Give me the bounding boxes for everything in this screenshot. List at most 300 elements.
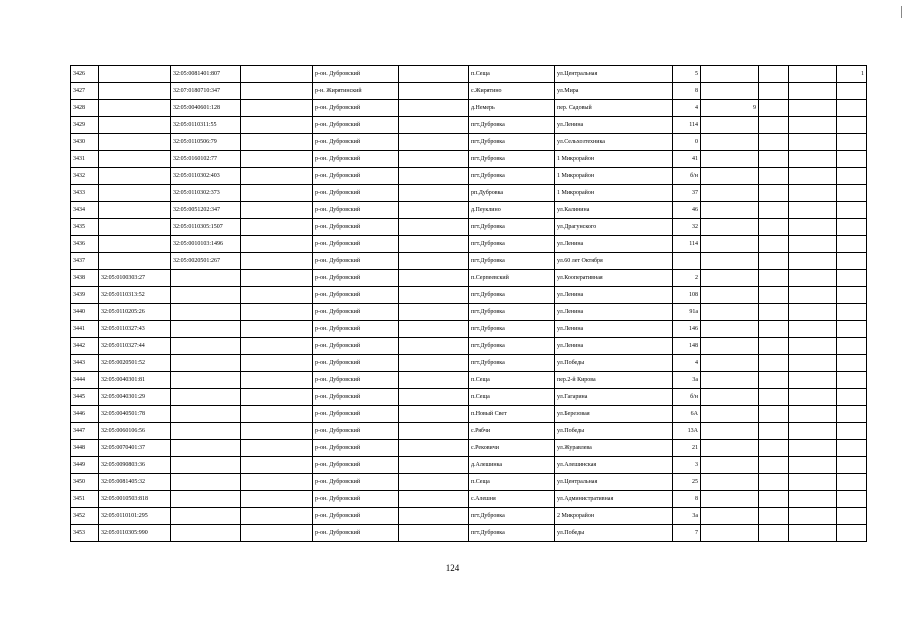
empty-cell xyxy=(399,202,469,219)
cadastral-number-cell: 32:05:0100303:27 xyxy=(99,270,171,287)
row-index-cell: 3428 xyxy=(71,100,99,117)
extra-cell xyxy=(701,508,759,525)
cadastral-number-cell xyxy=(99,83,171,100)
cadastral-number-alt-cell: 32:07:0180710:347 xyxy=(171,83,241,100)
empty-cell xyxy=(241,406,313,423)
table-row xyxy=(71,474,867,491)
table-row xyxy=(71,355,867,372)
empty-cell xyxy=(241,66,313,83)
table-row xyxy=(71,304,867,321)
empty-cell xyxy=(241,253,313,270)
table-row xyxy=(71,134,867,151)
district-cell: р-он. Дубровский xyxy=(313,491,399,508)
cadastral-number-alt-cell xyxy=(171,525,241,542)
extra-cell xyxy=(789,100,837,117)
district-cell: р-он. Дубровский xyxy=(313,440,399,457)
extra-cell xyxy=(837,389,867,406)
district-cell: р-он. Дубровский xyxy=(313,525,399,542)
row-index-cell: 3450 xyxy=(71,474,99,491)
extra-cell xyxy=(837,355,867,372)
table-row xyxy=(71,525,867,542)
table-row xyxy=(71,491,867,508)
extra-cell xyxy=(789,525,837,542)
extra-cell xyxy=(789,134,837,151)
row-index-cell: 3443 xyxy=(71,355,99,372)
extra-cell xyxy=(789,338,837,355)
settlement-cell: пгт.Дубровка xyxy=(469,508,555,525)
cadastral-number-cell: 32:05:0110313:52 xyxy=(99,287,171,304)
settlement-cell: п.Сеща xyxy=(469,372,555,389)
row-index-cell: 3438 xyxy=(71,270,99,287)
cadastral-number-alt-cell xyxy=(171,508,241,525)
house-number-cell: 0 xyxy=(673,134,701,151)
extra-cell xyxy=(701,406,759,423)
extra-cell xyxy=(759,236,789,253)
extra-cell xyxy=(759,321,789,338)
settlement-cell: пгт.Дубровка xyxy=(469,304,555,321)
extra-cell xyxy=(789,389,837,406)
empty-cell xyxy=(399,321,469,338)
street-cell: ул.Ленина xyxy=(555,338,673,355)
district-cell: р-он. Дубровский xyxy=(313,355,399,372)
extra-cell xyxy=(789,355,837,372)
extra-cell xyxy=(759,151,789,168)
empty-cell xyxy=(399,406,469,423)
cadastral-number-alt-cell xyxy=(171,491,241,508)
house-number-cell: 91а xyxy=(673,304,701,321)
extra-cell xyxy=(789,372,837,389)
cadastral-number-alt-cell xyxy=(171,440,241,457)
row-index-cell: 3431 xyxy=(71,151,99,168)
table-row xyxy=(71,100,867,117)
row-index-cell: 3441 xyxy=(71,321,99,338)
house-number-cell: 32 xyxy=(673,219,701,236)
cadastral-number-cell: 32:05:0110101:295 xyxy=(99,508,171,525)
extra-cell xyxy=(789,474,837,491)
settlement-cell: с.Алешня xyxy=(469,491,555,508)
extra-cell xyxy=(701,83,759,100)
empty-cell xyxy=(241,202,313,219)
cadastral-number-cell: 32:05:0070401:37 xyxy=(99,440,171,457)
settlement-cell: д.Алешинка xyxy=(469,457,555,474)
extra-cell xyxy=(837,83,867,100)
extra-cell xyxy=(789,151,837,168)
extra-cell xyxy=(837,236,867,253)
street-cell: ул.Ленина xyxy=(555,304,673,321)
row-index-cell: 3437 xyxy=(71,253,99,270)
settlement-cell: п.Серпеевский xyxy=(469,270,555,287)
cadastral-number-cell: 32:05:0110205:26 xyxy=(99,304,171,321)
cadastral-number-alt-cell: 32:05:0040601:128 xyxy=(171,100,241,117)
table-row xyxy=(71,406,867,423)
extra-cell xyxy=(701,253,759,270)
empty-cell xyxy=(241,389,313,406)
empty-cell xyxy=(399,134,469,151)
row-index-cell: 3434 xyxy=(71,202,99,219)
cadastral-number-alt-cell: 32:05:0020501:267 xyxy=(171,253,241,270)
empty-cell xyxy=(241,100,313,117)
house-number-cell: 148 xyxy=(673,338,701,355)
street-cell: ул.Победы xyxy=(555,525,673,542)
street-cell: ул.Кооперативная xyxy=(555,270,673,287)
row-index-cell: 3446 xyxy=(71,406,99,423)
extra-cell xyxy=(759,270,789,287)
cadastral-number-alt-cell xyxy=(171,304,241,321)
street-cell: ул.60 лет Октября xyxy=(555,253,673,270)
extra-cell xyxy=(789,219,837,236)
extra-cell xyxy=(759,406,789,423)
settlement-cell: пгт.Дубровка xyxy=(469,151,555,168)
extra-cell xyxy=(837,253,867,270)
extra-cell xyxy=(759,287,789,304)
cadastral-number-cell xyxy=(99,236,171,253)
empty-cell xyxy=(399,151,469,168)
district-cell: р-он. Дубровский xyxy=(313,100,399,117)
house-number-cell: 8 xyxy=(673,83,701,100)
empty-cell xyxy=(241,304,313,321)
extra-cell xyxy=(837,338,867,355)
cadastral-number-cell xyxy=(99,202,171,219)
extra-cell xyxy=(837,151,867,168)
empty-cell xyxy=(241,440,313,457)
extra-cell xyxy=(789,202,837,219)
settlement-cell: с.Рябчи xyxy=(469,423,555,440)
settlement-cell: д.Немерь xyxy=(469,100,555,117)
empty-cell xyxy=(241,491,313,508)
empty-cell xyxy=(399,474,469,491)
street-cell: ул.Административная xyxy=(555,491,673,508)
house-number-cell: б/н xyxy=(673,389,701,406)
extra-cell xyxy=(837,219,867,236)
table-row xyxy=(71,219,867,236)
street-cell: ул.Калинина xyxy=(555,202,673,219)
district-cell: р-он. Дубровский xyxy=(313,508,399,525)
extra-cell xyxy=(759,219,789,236)
district-cell: р-он. Дубровский xyxy=(313,151,399,168)
extra-cell xyxy=(759,100,789,117)
empty-cell xyxy=(241,508,313,525)
table-row xyxy=(71,168,867,185)
table-row xyxy=(71,253,867,270)
cadastral-number-cell: 32:05:0010503:818 xyxy=(99,491,171,508)
empty-cell xyxy=(399,236,469,253)
row-index-cell: 3449 xyxy=(71,457,99,474)
table-row xyxy=(71,270,867,287)
extra-cell xyxy=(759,440,789,457)
empty-cell xyxy=(241,151,313,168)
street-cell: ул.Алешинская xyxy=(555,457,673,474)
registry-table-body xyxy=(71,66,867,542)
settlement-cell: с.Жирятино xyxy=(469,83,555,100)
empty-cell xyxy=(399,66,469,83)
district-cell: р-он. Дубровский xyxy=(313,253,399,270)
extra-cell xyxy=(759,508,789,525)
extra-cell xyxy=(837,457,867,474)
empty-cell xyxy=(399,270,469,287)
empty-cell xyxy=(399,355,469,372)
empty-cell xyxy=(399,423,469,440)
row-index-cell: 3453 xyxy=(71,525,99,542)
cadastral-number-alt-cell: 32:05:0081401:807 xyxy=(171,66,241,83)
cadastral-number-cell: 32:05:0060106:56 xyxy=(99,423,171,440)
street-cell: ул.Ленина xyxy=(555,117,673,134)
house-number-cell xyxy=(673,253,701,270)
extra-cell xyxy=(701,287,759,304)
extra-cell xyxy=(759,525,789,542)
extra-cell xyxy=(789,236,837,253)
extra-cell xyxy=(701,423,759,440)
house-number-cell: 8 xyxy=(673,491,701,508)
row-index-cell: 3442 xyxy=(71,338,99,355)
empty-cell xyxy=(241,372,313,389)
table-row xyxy=(71,338,867,355)
cadastral-number-alt-cell xyxy=(171,287,241,304)
extra-cell xyxy=(701,185,759,202)
empty-cell xyxy=(399,117,469,134)
extra-cell xyxy=(759,304,789,321)
extra-cell xyxy=(701,219,759,236)
district-cell: р-он. Дубровский xyxy=(313,474,399,491)
extra-cell xyxy=(701,440,759,457)
settlement-cell: пгт.Дубровка xyxy=(469,134,555,151)
extra-cell xyxy=(701,389,759,406)
cadastral-number-alt-cell xyxy=(171,389,241,406)
street-cell: 1 Микрорайон xyxy=(555,151,673,168)
district-cell: р-он. Дубровский xyxy=(313,304,399,321)
table-row xyxy=(71,423,867,440)
extra-cell xyxy=(759,117,789,134)
table-row xyxy=(71,389,867,406)
extra-cell xyxy=(701,304,759,321)
extra-cell xyxy=(837,423,867,440)
district-cell: р-он. Дубровский xyxy=(313,321,399,338)
district-cell: р-он. Дубровский xyxy=(313,117,399,134)
cadastral-number-cell xyxy=(99,168,171,185)
extra-cell xyxy=(837,372,867,389)
extra-cell xyxy=(789,406,837,423)
district-cell: р-н. Жирятинский xyxy=(313,83,399,100)
district-cell: р-он. Дубровский xyxy=(313,457,399,474)
table-row xyxy=(71,440,867,457)
house-number-cell: 2 xyxy=(673,270,701,287)
settlement-cell: пгт.Дубровка xyxy=(469,219,555,236)
extra-cell xyxy=(701,457,759,474)
district-cell: р-он. Дубровский xyxy=(313,406,399,423)
house-number-cell: 108 xyxy=(673,287,701,304)
cadastral-number-cell xyxy=(99,134,171,151)
cadastral-number-alt-cell xyxy=(171,457,241,474)
district-cell: р-он. Дубровский xyxy=(313,236,399,253)
cadastral-number-cell: 32:05:0110305:990 xyxy=(99,525,171,542)
cadastral-number-alt-cell xyxy=(171,474,241,491)
cadastral-number-cell xyxy=(99,66,171,83)
table-row xyxy=(71,185,867,202)
street-cell: ул.Журавлева xyxy=(555,440,673,457)
street-cell: ул.Мира xyxy=(555,83,673,100)
cadastral-number-alt-cell: 32:05:0110311:55 xyxy=(171,117,241,134)
table-row xyxy=(71,202,867,219)
empty-cell xyxy=(241,355,313,372)
row-index-cell: 3445 xyxy=(71,389,99,406)
settlement-cell: пгт.Дубровка xyxy=(469,321,555,338)
house-number-cell: 4 xyxy=(673,355,701,372)
extra-cell xyxy=(701,117,759,134)
extra-cell xyxy=(701,491,759,508)
row-index-cell: 3429 xyxy=(71,117,99,134)
empty-cell xyxy=(399,168,469,185)
table-row xyxy=(71,372,867,389)
table-row xyxy=(71,66,867,83)
empty-cell xyxy=(241,185,313,202)
extra-cell xyxy=(701,355,759,372)
empty-cell xyxy=(399,253,469,270)
cadastral-number-alt-cell: 32:05:0010103:1496 xyxy=(171,236,241,253)
cadastral-number-alt-cell: 32:05:0110302:403 xyxy=(171,168,241,185)
cadastral-number-cell: 32:05:0090803:36 xyxy=(99,457,171,474)
settlement-cell: п.Сеща xyxy=(469,474,555,491)
district-cell: р-он. Дубровский xyxy=(313,168,399,185)
extra-cell xyxy=(837,134,867,151)
district-cell: р-он. Дубровский xyxy=(313,202,399,219)
empty-cell xyxy=(241,270,313,287)
empty-cell xyxy=(399,457,469,474)
house-number-cell: 146 xyxy=(673,321,701,338)
extra-cell xyxy=(701,338,759,355)
house-number-cell: 6А xyxy=(673,406,701,423)
extra-cell xyxy=(789,457,837,474)
cadastral-number-alt-cell xyxy=(171,321,241,338)
cadastral-number-cell: 32:05:0020501:52 xyxy=(99,355,171,372)
empty-cell xyxy=(241,236,313,253)
extra-cell xyxy=(701,134,759,151)
extra-cell xyxy=(759,338,789,355)
table-row xyxy=(71,457,867,474)
settlement-cell: пгт.Дубровка xyxy=(469,338,555,355)
table-row xyxy=(71,236,867,253)
extra-cell xyxy=(837,270,867,287)
extra-cell xyxy=(701,66,759,83)
table-row xyxy=(71,117,867,134)
street-cell: 2 Микрорайон xyxy=(555,508,673,525)
empty-cell xyxy=(399,338,469,355)
district-cell: р-он. Дубровский xyxy=(313,219,399,236)
empty-cell xyxy=(241,423,313,440)
settlement-cell: п.Сеща xyxy=(469,389,555,406)
extra-cell xyxy=(837,474,867,491)
extra-cell xyxy=(837,185,867,202)
cadastral-number-alt-cell xyxy=(171,338,241,355)
house-number-cell: 3а xyxy=(673,372,701,389)
empty-cell xyxy=(399,100,469,117)
cadastral-number-alt-cell: 32:05:0051202:347 xyxy=(171,202,241,219)
house-number-cell: 3а xyxy=(673,508,701,525)
cadastral-number-cell: 32:05:0081405:32 xyxy=(99,474,171,491)
row-index-cell: 3427 xyxy=(71,83,99,100)
row-index-cell: 3447 xyxy=(71,423,99,440)
empty-cell xyxy=(241,457,313,474)
extra-cell xyxy=(837,117,867,134)
extra-cell xyxy=(759,491,789,508)
table-row xyxy=(71,151,867,168)
extra-cell xyxy=(837,525,867,542)
cadastral-number-alt-cell xyxy=(171,270,241,287)
extra-cell: 9 xyxy=(701,100,759,117)
settlement-cell: п.Новый Свет xyxy=(469,406,555,423)
empty-cell xyxy=(399,508,469,525)
cadastral-number-alt-cell: 32:05:0110506:79 xyxy=(171,134,241,151)
empty-cell xyxy=(399,440,469,457)
cadastral-number-alt-cell: 32:05:0110305:1507 xyxy=(171,219,241,236)
street-cell: ул.Драгунского xyxy=(555,219,673,236)
settlement-cell: с.Рековичи xyxy=(469,440,555,457)
extra-cell xyxy=(701,474,759,491)
cadastral-number-cell xyxy=(99,253,171,270)
district-cell: р-он. Дубровский xyxy=(313,185,399,202)
empty-cell xyxy=(241,168,313,185)
extra-cell xyxy=(701,321,759,338)
table-row xyxy=(71,83,867,100)
house-number-cell: 46 xyxy=(673,202,701,219)
district-cell: р-он. Дубровский xyxy=(313,270,399,287)
extra-cell xyxy=(759,474,789,491)
house-number-cell: 25 xyxy=(673,474,701,491)
extra-cell xyxy=(701,236,759,253)
extra-cell xyxy=(789,253,837,270)
settlement-cell: пгт.Дубровка xyxy=(469,355,555,372)
house-number-cell: 41 xyxy=(673,151,701,168)
street-cell: ул.Центральная xyxy=(555,474,673,491)
empty-cell xyxy=(399,372,469,389)
row-index-cell: 3430 xyxy=(71,134,99,151)
extra-cell xyxy=(789,423,837,440)
row-index-cell: 3452 xyxy=(71,508,99,525)
empty-cell xyxy=(399,389,469,406)
street-cell: ул.Победы xyxy=(555,355,673,372)
extra-cell xyxy=(789,117,837,134)
cadastral-number-cell: 32:05:0040301:81 xyxy=(99,372,171,389)
house-number-cell: 114 xyxy=(673,117,701,134)
row-index-cell: 3444 xyxy=(71,372,99,389)
street-cell: ул.Ленина xyxy=(555,287,673,304)
settlement-cell: пгт.Дубровка xyxy=(469,117,555,134)
settlement-cell: пгт.Дубровка xyxy=(469,253,555,270)
district-cell: р-он. Дубровский xyxy=(313,287,399,304)
cadastral-number-alt-cell xyxy=(171,423,241,440)
extra-cell xyxy=(759,83,789,100)
row-index-cell: 3439 xyxy=(71,287,99,304)
extra-cell xyxy=(759,253,789,270)
extra-cell xyxy=(759,389,789,406)
extra-cell xyxy=(759,457,789,474)
settlement-cell: пгт.Дубровка xyxy=(469,168,555,185)
empty-cell xyxy=(241,338,313,355)
extra-cell xyxy=(789,491,837,508)
settlement-cell: п.Сеща xyxy=(469,66,555,83)
cadastral-number-alt-cell xyxy=(171,355,241,372)
cadastral-number-cell: 32:05:0040501:78 xyxy=(99,406,171,423)
house-number-cell: 3 xyxy=(673,457,701,474)
table-row xyxy=(71,287,867,304)
empty-cell xyxy=(399,525,469,542)
district-cell: р-он. Дубровский xyxy=(313,134,399,151)
extra-cell xyxy=(789,185,837,202)
cadastral-number-cell: 32:05:0110327:43 xyxy=(99,321,171,338)
empty-cell xyxy=(241,321,313,338)
cadastral-number-cell xyxy=(99,151,171,168)
extra-cell xyxy=(837,440,867,457)
page-number: 124 xyxy=(445,563,460,573)
empty-cell xyxy=(241,117,313,134)
